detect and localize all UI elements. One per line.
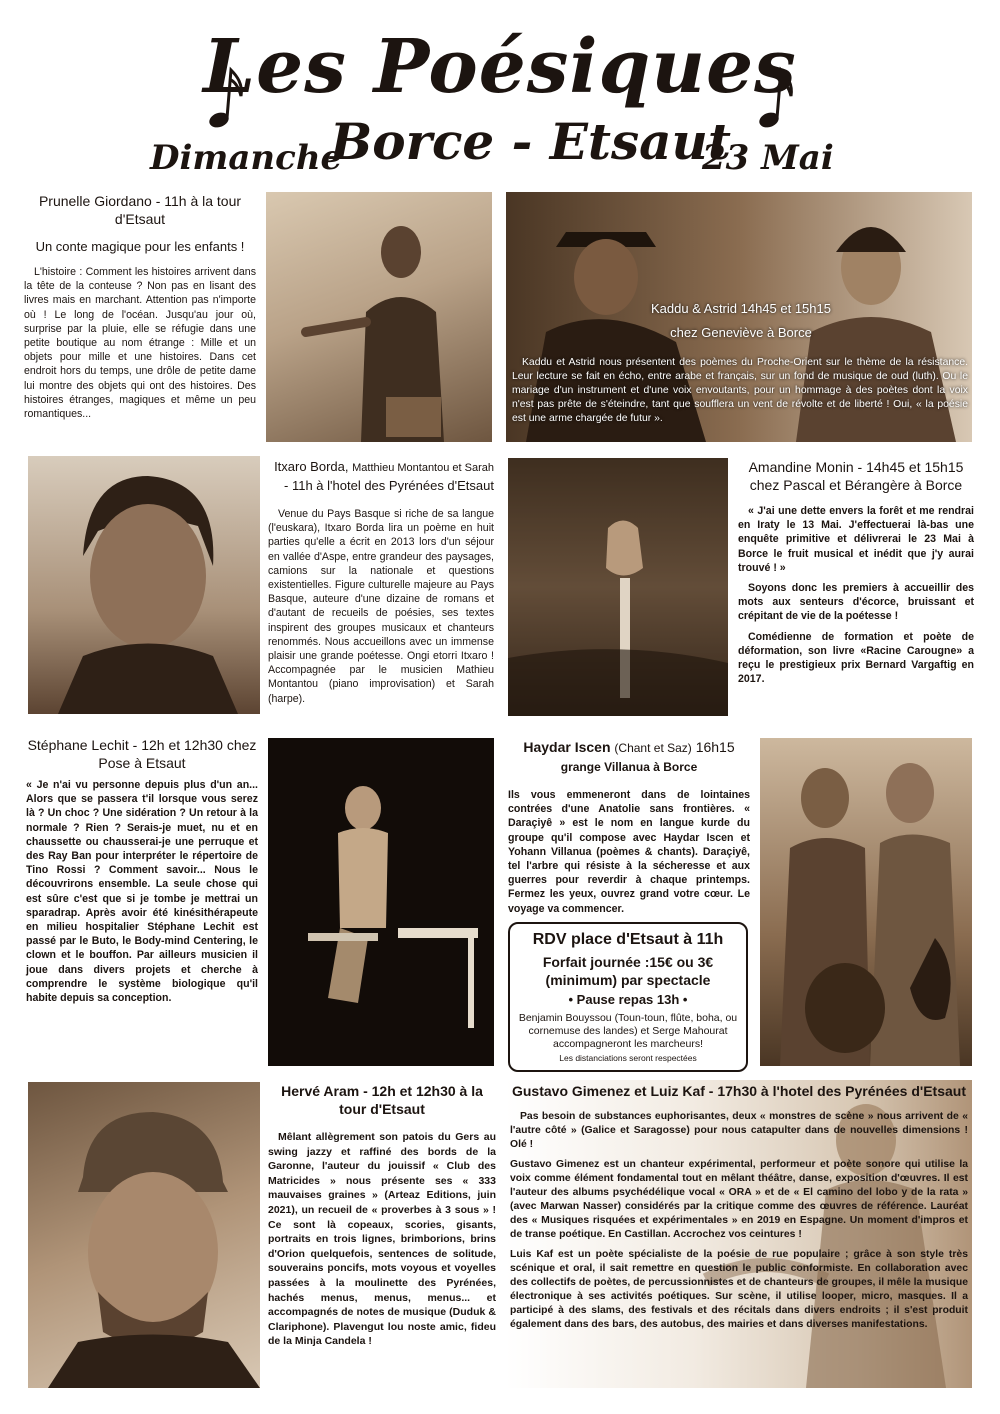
herve-heading: Hervé Aram - 12h et 12h30 à la tour d'Etsaut	[281, 1083, 483, 1117]
herve-portrait-image	[28, 1082, 260, 1388]
rdv-box	[508, 922, 748, 1072]
itxaro-section	[268, 458, 494, 712]
prunelle-tagline: Un conte magique pour les enfants !	[35, 239, 245, 254]
prunelle-photo	[266, 192, 492, 442]
haydar-text: Ils vous emmeneront dans de lointaines contrées d'une Anatolie sans frontières. « Daraçiyê » est le nom en langue kurde du groupe qu'il compose avec Haydar Iscen et Yohann Villanua (poèmes & chants). Daraçiyê, tel l'arbre qui résiste à la sécheresse et aux guerres pour reverdir à chaque printemps. Fermez les yeux, ouvrez grand votre cœur. Le voyage va commencer.	[508, 789, 750, 915]
kaddu-heading: Kaddu & Astrid 14h45 et 15h15	[651, 301, 831, 316]
amandine-text-3: Comédienne de formation et poète de déformation, son livre «Racine Carougne» a reçu le prestigieux prix Bernard Vargaftig en 2017.	[738, 630, 974, 686]
amandine-photo	[508, 458, 728, 716]
itxaro-portrait-image	[28, 456, 260, 714]
amandine-text-2: Soyons donc les premiers à accueillir des mots aux senteurs d'écorce, bruissant et crépitant de vie de la poétesse !	[738, 582, 974, 623]
haydar-instruments: (Chant et Saz)	[614, 741, 692, 755]
kaddu-text: Kaddu et Astrid nous présentent des poèmes du Proche-Orient sur le thème de la résistance. Leur lecture se fait en écho, entre arabe et français, sur un fond de musique de oud (luth). Ou le mariage d'un instrument et d'une voix envoutants, pour un hommage à des poètes dont la voix n'est pas prête de s'éteindre, tant que soufflera un vent de révolte et de liberté ! Oui, « la poésie est une arme chargée de futur ».	[512, 357, 968, 424]
music-note-icon	[205, 62, 245, 132]
places-label: Borce - Etsaut	[330, 112, 731, 171]
rdv-walkers: Benjamin Bouyssou (Toun-toun, flûte, boha, ou cornemuse des landes) et Serge Mahourat accompagneront les marcheurs!	[518, 1012, 738, 1050]
gustavo-section	[510, 1082, 968, 1338]
performer-image	[268, 738, 494, 1066]
prunelle-heading: Prunelle Giordano - 11h à la tour d'Etsaut	[38, 193, 242, 227]
haydar-photo	[760, 738, 972, 1066]
itxaro-heading-rest: - 11h à l'hotel des Pyrénées d'Etsaut	[284, 478, 494, 493]
luiz-text: Luis Kaf est un poète spécialiste de la poésie de rue populaire ; grâce à son style très scénique et oral, il sait remettre en question le public conformiste. En collaboration avec des collectifs de poètes, de percussionnistes et de chanteurs de groupes, il mêle la musique électronique à ses activités poétiques. Sur scène, il utilise looper, micro, masques. Il a participé à des slams, des festivals et des récitals dans divers endroits ; il s'est produit également dans des bars, des autobus, des mairies et dans diverses manifestations.	[510, 1249, 968, 1330]
haydar-section	[508, 738, 750, 922]
rdv-notice: Les distanciations seront respectées	[559, 1053, 697, 1063]
haydar-name: Haydar Iscen	[523, 739, 611, 755]
itxaro-name: Itxaro Borda,	[274, 459, 349, 474]
itxaro-text: Venue du Pays Basque si riche de sa langue (l'euskara), Itxaro Borda lira un poème en huit parties qu'elle a écrit en 2013 lors d'un séjour en vallée d'Aspe, entre grandeur des paysages, camions sur la nationale et questions existentielles. Figure culturelle majeure au Pays Basque, auteure d'une dizaine de romans et d'autant de recueils de poésies, ses textes inspirent des groupes musicaux et chanteurs renommés. Nous accueillons avec un immense plaisir une grande poétesse. Ongi etorri Itxaro ! Accompagnée par le musicien Mathieu Montantou (piano improvisation) et Sarah (harpe).	[268, 508, 494, 705]
page-title: Les Poésiques	[203, 24, 797, 110]
haydar-time: 16h15	[695, 739, 735, 755]
herve-text: Mêlant allègrement son patois du Gers au swing jazzy et raffiné des bords de la Garonne, l'auteur du jouissif « Club des Matricides » nous présente ses « 333 mauvaises graines » (Arteaz Editions, juin 2021), un recueil de « proverbes à 3 sous » ! Ce sont là copeaux, scories, gisants, portraits en trois lignes, brimborions, brins d'Orion quelquefois, sentences de solitude, souverains poncifs, mots voyous et voyelles passées à la moulinette des Pyrénées, hachés menus, menus, menus... et accompagnés de notes de musique (Duduk & Clariphone). Plavengut lou noste amic, fideu de la Minja Candela !	[268, 1131, 496, 1348]
gustavo-heading: Gustavo Gimenez et Luiz Kaf - 17h30 à l'hotel des Pyrénées d'Etsaut	[511, 1083, 966, 1099]
forest-image	[508, 458, 728, 716]
date-label: 23 Mai	[702, 138, 834, 178]
storyteller-image	[266, 192, 492, 442]
gustavo-intro: Pas besoin de substances euphorisantes, deux « monstres de scène » nous arrivent de « l'autre côté » (Galice et Saragosse) pour nous catapulter dans de nouvelles dimensions ! Olé !	[510, 1111, 968, 1150]
kaddu-location: chez Geneviève à Borce	[670, 325, 812, 340]
itxaro-guests: Matthieu Montantou et Sarah	[352, 462, 494, 474]
amandine-quote: « J'ai une dette envers la forêt et me rendrai en Iraty le 13 Mai. J'effectuerai là-bas une enquête primitive et délivrerai le 23 Mai à Borce le fruit musical et inédit que j'y aurai trouvé ! »	[738, 505, 974, 574]
stephane-heading: Stéphane Lechit - 12h et 12h30 chez Pose à Etsaut	[27, 737, 257, 771]
itxaro-photo	[28, 456, 260, 714]
music-note-icon	[755, 62, 795, 132]
herve-section	[268, 1082, 496, 1355]
amandine-heading: Amandine Monin - 14h45 et 15h15 chez Pascal et Bérangère à Borce	[748, 459, 964, 493]
prunelle-text: L'histoire : Comment les histoires arrivent dans la tête de la conteuse ? Non pas en lisant des livres mais en marchant. Attention pas n'importe où ! Le long de l'océan. Jusqu'au jour où, surprise par la pluie, elle se réfugie dans une petite boutique au nom étrange : Mille et un objets pour mille et une histoires. Dans cet endroit hors du temps, une drôle de petite dame lui montre des objets qui ont des histoires. Des histoires étranges, magiques et même un peu romantiques...	[24, 266, 256, 421]
rdv-price: Forfait journée :15€ ou 3€ (minimum) par spectacle	[542, 954, 714, 988]
gustavo-text: Gustavo Gimenez est un chanteur expérimental, performeur et poète sonore qui utilise la voix comme élément fondamental tout en mêlant théâtre, danse, exposition d'œuvres. Il est l'auteur des albums psychédélique vocal « ORA » et de « El camino del lobo y de la rata » (avec Marwan Nasser) considérés par la critique comme des œuvres de référence. Lauréat des « Musiques risquées et expérimentales » en 2019 en Espagne. Un moment d'impros et de transe poétique. En Castillan. Accrochez vos ceintures !	[510, 1159, 968, 1240]
stephane-section	[26, 736, 258, 1011]
amandine-section	[738, 458, 974, 692]
rdv-pause: • Pause repas 13h •	[568, 992, 688, 1007]
haydar-location: grange Villanua à Borce	[560, 760, 698, 774]
musicians-image	[760, 738, 972, 1066]
stephane-photo	[268, 738, 494, 1066]
day-label: Dimanche	[150, 138, 343, 178]
rdv-title: RDV place d'Etsaut à 11h	[532, 931, 724, 948]
herve-photo	[28, 1082, 260, 1388]
stephane-text: « Je n'ai vu personne depuis plus d'un an... Alors que se passera t'il lorsque vous serez là ? Un choc ? Une sidération ? Un retour à la normale ? Rien ? Serais-je muet, nu et en chaussette ou chausserai-je une perruque et des Ray Ban pour interpréter le répertoire de Tino Rossi ? Comment savoir... Nous le découvrirons ensemble. La seule chose qui est sûre c'est que si je tombe je mettrai un sparadrap. Après avoir été kinésithérapeute en milieu hospitalier Stéphane Lechit est passé par le Buto, le Body-mind Centering, le clown et le bouffon. Par ailleurs musicien il joue dans divers projets et cherche à comprendre le système biologique qu'il habite depuis sa conception.	[26, 779, 258, 1005]
prunelle-section	[24, 192, 256, 427]
